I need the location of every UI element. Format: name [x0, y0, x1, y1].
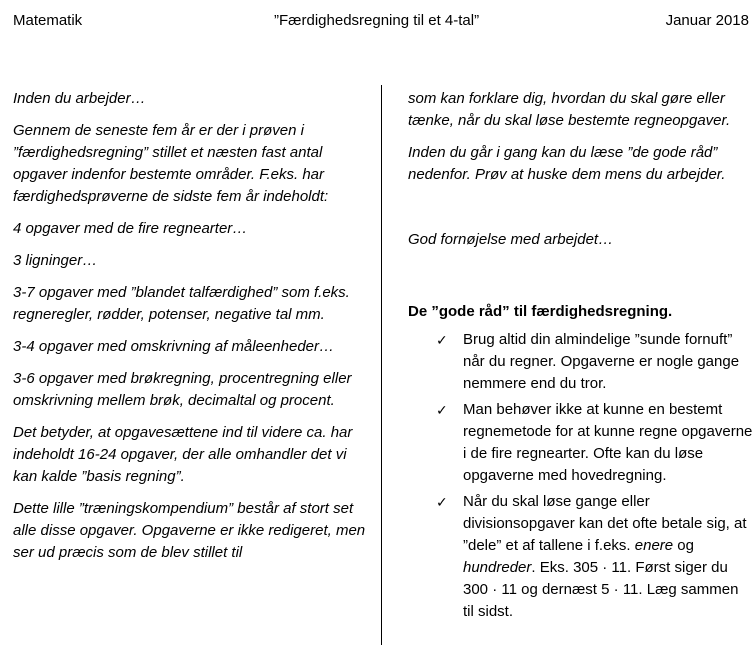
paragraph-task-count: Det betyder, at opgavesættene ind til videre ca. har indeholdt 16-24 opgaver, der alle omhandler det vi kan kalde ”basis regning”. — [13, 424, 353, 485]
tip-text: Når du skal løse gange eller divisionsopgaver kan det ofte betale sig, at ”dele” et af tallene i f.eks. enere og hundreder. Eks. 305 · 11. Først siger du 300 · 11 og dernæst 5 · 11. Læg sammen til sidst. — [463, 493, 747, 620]
paragraph-compendium: Dette lille ”træningskompendium” består af stort set alle disse opgaver. Opgaverne er ikke redigeret, men ser ud præcis som de blev stillet til — [13, 500, 366, 561]
paragraph-background: Gennem de seneste fem år er der i prøven i ”færdighedsregning” stillet et næsten fast antal opgaver indenfor bestemte områder. F.eks. har færdighedsprøverne de sidste fem år indeholdt: — [13, 122, 329, 205]
left-column — [13, 88, 368, 574]
tip-text: Brug altid din almindelige ”sunde fornuft” når du regner. Opgaverne er nogle gange nemmere end du tror. — [463, 331, 740, 392]
column-divider — [381, 85, 382, 645]
paragraph-four-operations: 4 opgaver med de fire regnearter… — [13, 220, 248, 237]
paragraph-equations: 3 ligninger… — [13, 252, 98, 269]
checkmark-icon: ✓ — [436, 494, 448, 510]
paragraph-good-luck: God fornøjelse med arbejdet… — [408, 231, 614, 248]
paragraph-units: 3-4 opgaver med omskrivning af måleenheder… — [13, 338, 334, 355]
right-column — [408, 88, 753, 627]
header-date: Januar 2018 — [665, 12, 749, 29]
paragraph-intro: Inden du arbejder… — [13, 90, 146, 107]
tip-item — [408, 399, 753, 487]
paragraph-fractions: 3-6 opgaver med brøkregning, procentregning eller omskrivning mellem brøk, decimaltal og procent. — [13, 370, 352, 409]
paragraph-read-tips: Inden du går i gang kan du læse ”de gode råd” nedenfor. Prøv at huske dem mens du arbejder. — [408, 144, 726, 183]
tip-item — [408, 329, 753, 395]
tips-list — [408, 329, 753, 623]
checkmark-icon: ✓ — [436, 332, 448, 348]
paragraph-mixed-numbers: 3-7 opgaver med ”blandet talfærdighed” som f.eks. regneregler, rødder, potenser, negative tal mm. — [13, 284, 350, 323]
tips-heading: De ”gode råd” til færdighedsregning. — [408, 303, 673, 320]
header-subject: Matematik — [13, 12, 83, 29]
tip-text: Man behøver ikke at kunne en bestemt regnemetode for at kunne regne opgaverne i de fire regnearter. Ofte kan du løse opgaverne med hovedregning. — [463, 401, 753, 484]
tip-item — [408, 491, 753, 623]
header-title: ”Færdighedsregning til et 4-tal” — [274, 12, 480, 29]
checkmark-icon: ✓ — [436, 402, 448, 418]
paragraph-continuation: som kan forklare dig, hvordan du skal gøre eller tænke, når du skal løse bestemte regneopgaver. — [408, 90, 731, 129]
